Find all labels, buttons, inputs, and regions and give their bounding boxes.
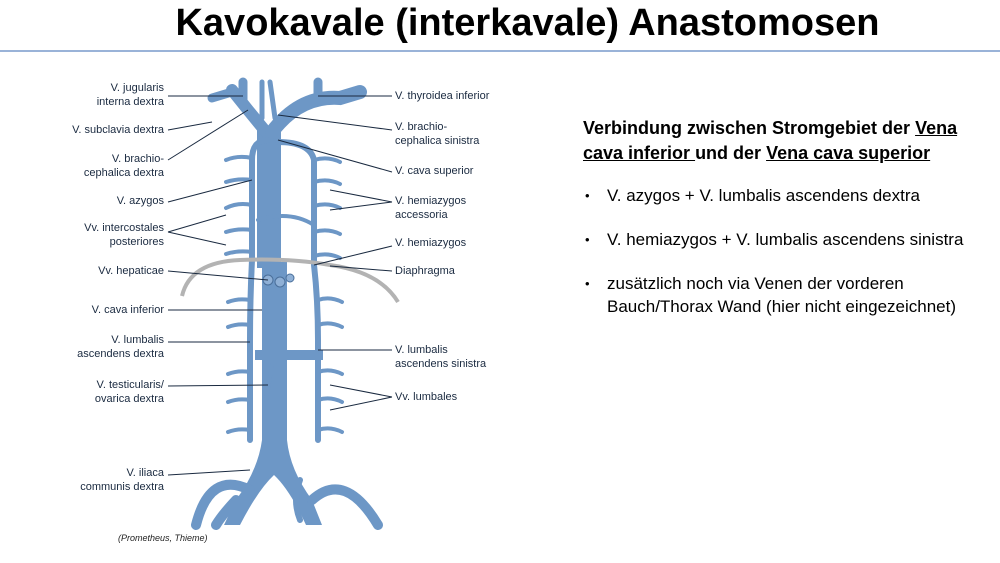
lumbar-branch-l3 [228,371,250,374]
bullet-item: • V. azygos + V. lumbalis ascendens dextra [583,184,983,207]
heading-text-2: und der [695,143,767,163]
lumbar-branch-l2 [228,324,250,327]
intercostal-branch-r1 [314,158,340,162]
vena-cava-superior-shape [257,128,281,268]
heading-underlined-1: Vena cava inferior [583,118,958,163]
label-jugularis-interna-dextra: V. jugularis interna dextra [96,82,164,108]
label-subclavia-dextra: V. subclavia dextra [72,124,164,136]
heading-text-1: Verbindung zwischen Stromgebiet der [583,118,916,138]
intercostal-branch-r4 [314,230,340,234]
subclavia-dextra [212,92,232,98]
lumbar-branch-l4 [228,399,250,402]
label-hemiazygos: V. hemiazygos [395,237,467,249]
label-lumbalis-ascendens-sinistra: V. lumbalis ascendens sinistra [395,344,487,370]
vena-cava-inferior-lower [224,405,322,525]
bullet-item: • zusätzlich noch via Venen der vorderen Bauch/Thorax Wand (hier nicht eingezeichnet) [583,272,983,318]
intercostal-branch-r5 [314,254,340,258]
intercostal-branch-l4 [226,229,252,232]
intercostal-branch-l3 [226,204,252,208]
label-cava-superior: V. cava superior [395,165,474,177]
lumbar-branch-r4 [318,398,342,402]
label-thyroidea-inferior: V. thyroidea inferior [395,90,490,102]
intercostal-branch-l5 [226,251,252,254]
bullet-item: • V. hemiazygos + V. lumbalis ascendens sinistra [583,228,983,251]
lumbar-branch-r2 [318,323,342,327]
explanation-panel [583,116,983,339]
lumbar-branch-r1 [318,298,342,302]
slide-title: Kavokavale (interkavale) Anastomosen [175,2,880,44]
lumbar-branch-l5 [228,429,250,432]
label-intercostales-posteriores: Vv. intercostales posteriores [84,222,164,248]
panel-heading [583,116,983,166]
lumbar-branch-l1 [228,299,250,302]
label-azygos: V. azygos [116,195,164,207]
label-brachiocephalica-sinistra: V. brachio- cephalica sinistra [395,121,480,147]
image-credit: (Prometheus, Thieme) [118,533,208,543]
label-brachiocephalica-dextra: V. brachio- cephalica dextra [83,153,164,179]
label-diaphragma: Diaphragma [395,265,455,277]
intercostal-branch-l1 [226,157,252,160]
label-testicularis-ovarica-dextra: V. testicularis/ ovarica dextra [94,379,164,405]
lumbar-branch-r3 [318,370,342,374]
label-cava-inferior: V. cava inferior [91,304,164,316]
renal-veins [255,350,323,360]
iliaca-right [312,489,378,525]
intercostal-branch-r2 [314,180,340,184]
label-lumbales: Vv. lumbales [395,391,458,403]
label-lumbalis-ascendens-dextra: V. lumbalis ascendens dextra [77,334,164,360]
lumbar-branch-r5 [318,428,342,432]
heading-underlined-2: Vena cava superior [766,143,931,163]
label-hemiazygos-accessoria: V. hemiazygos accessoria [395,195,467,221]
thyroidea-2 [270,82,275,118]
label-hepaticae: Vv. hepaticae [98,265,164,277]
label-iliaca-communis-dextra: V. iliaca communis dextra [80,467,164,493]
bullet-list [583,184,983,318]
intercostal-branch-r3 [314,204,340,208]
